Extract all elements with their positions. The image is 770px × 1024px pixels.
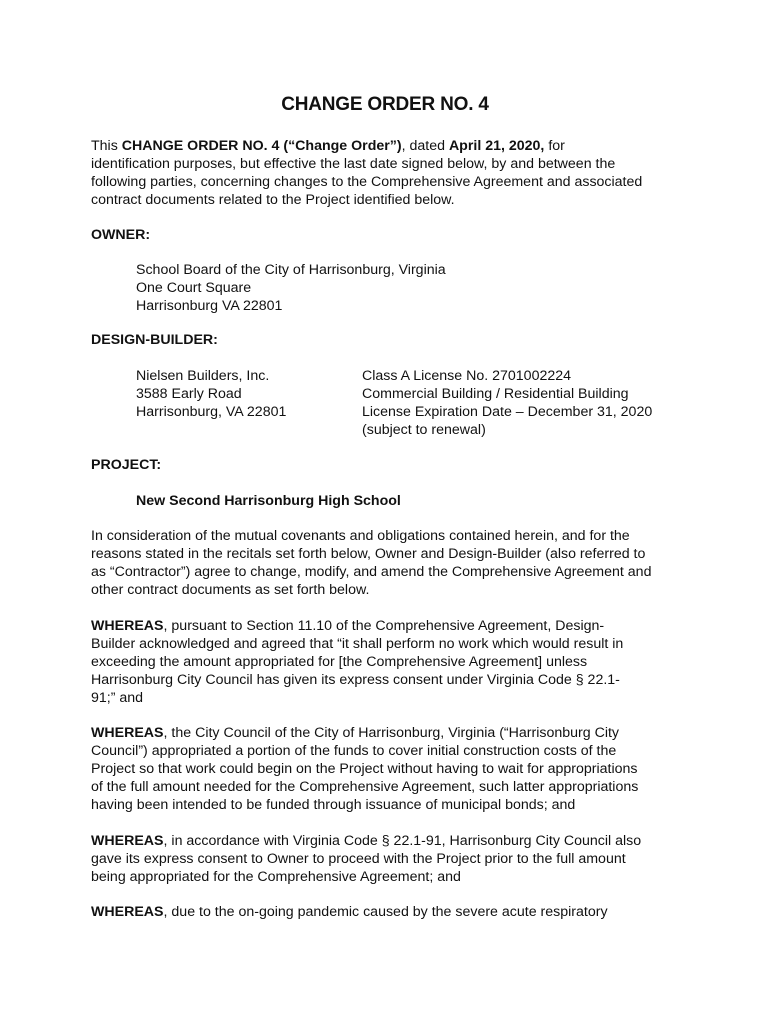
whereas-line: Council”) appropriated a portion of the funds to cover initial construction costs of the — [91, 743, 617, 759]
license-line: Commercial Building / Residential Building — [362, 386, 629, 402]
whereas-line: Project so that work could begin on the Project without having to wait for appropriations — [91, 761, 638, 777]
consideration-paragraph — [91, 527, 683, 599]
design-builder-license — [362, 367, 652, 439]
whereas-line: 91;” and — [91, 690, 144, 706]
change-order-name: CHANGE ORDER NO. 4 (“Change Order”) — [121, 138, 402, 154]
license-line: Class A License No. 2701002224 — [362, 368, 572, 384]
whereas-line: of the full amount needed for the Comprehensive Agreement, such latter appropriations — [91, 779, 639, 795]
owner-line: Harrisonburg VA 22801 — [136, 298, 283, 314]
whereas-label: WHEREAS — [91, 618, 164, 634]
intro-line-1: This CHANGE ORDER NO. 4 (“Change Order”), dated April 21, 2020, for — [91, 138, 565, 154]
owner-line: One Court Square — [136, 280, 252, 296]
whereas-paragraph-3: WHEREAS, in accordance with Virginia Code § 22.1-91, Harrisonburg City Council also gave its express consent to Owner to proceed with the Project prior to the full amount being appropriated for the Comprehensive Agreement; and — [91, 832, 683, 886]
license-line: (subject to renewal) — [362, 422, 486, 438]
whereas-line: Builder acknowledged and agreed that “it shall perform no work which would result in — [91, 636, 624, 652]
whereas-label: WHEREAS — [91, 833, 164, 849]
intro-line-2: identification purposes, but effective the last date signed below, by and between the — [91, 156, 616, 172]
whereas-label: WHEREAS — [91, 725, 164, 741]
license-line: License Expiration Date – December 31, 2020 — [362, 404, 653, 420]
whereas-paragraph-4: WHEREAS, due to the on-going pandemic caused by the severe acute respiratory — [91, 904, 608, 920]
consideration-line: In consideration of the mutual covenants and obligations contained herein, and for the — [91, 528, 630, 544]
design-builder-line: Harrisonburg, VA 22801 — [136, 404, 287, 420]
whereas-line: being appropriated for the Comprehensive Agreement; and — [91, 869, 461, 885]
project-heading: PROJECT: — [91, 457, 162, 473]
whereas-line: having been intended to be funded through issuance of municipal bonds; and — [91, 797, 576, 813]
owner-address — [136, 261, 446, 315]
whereas-label: WHEREAS — [91, 904, 164, 920]
change-order-date: April 21, 2020, — [448, 138, 545, 154]
design-builder-address — [136, 367, 286, 421]
owner-heading: OWNER: — [91, 227, 151, 243]
design-builder-line: 3588 Early Road — [136, 386, 242, 402]
whereas-paragraph-1: WHEREAS, pursuant to Section 11.10 of the Comprehensive Agreement, Design- Builder acknowledged and agreed that “it shall perform no work which would result in exceeding the amount appropriated for [the Comprehensive Agreement] unless Harrisonburg City Council has given its express consent under Virginia Code § 22.1- 91;” and — [91, 617, 683, 707]
whereas-line: gave its express consent to Owner to proceed with the Project prior to the full amount — [91, 851, 626, 867]
consideration-line: other contract documents as set forth below. — [91, 582, 370, 598]
project-name: New Second Harrisonburg High School — [136, 493, 401, 509]
consideration-line: as “Contractor”) agree to change, modify, and amend the Comprehensive Agreement and — [91, 564, 652, 580]
whereas-paragraph-2: WHEREAS, the City Council of the City of Harrisonburg, Virginia (“Harrisonburg City Council”) appropriated a portion of the funds to cover initial construction costs of the Project so that work could begin on the Project without having to wait for appropriations of the full amount needed for the Comprehensive Agreement, such latter appropriations having been intended to be funded through issuance of municipal bonds; and — [91, 724, 683, 814]
consideration-line: reasons stated in the recitals set forth below, Owner and Design-Builder (also referred to — [91, 546, 646, 562]
intro-paragraph — [91, 137, 683, 209]
design-builder-heading: DESIGN-BUILDER: — [91, 332, 218, 348]
design-builder-line: Nielsen Builders, Inc. — [136, 368, 270, 384]
intro-line-3: following parties, concerning changes to the Comprehensive Agreement and associated — [91, 174, 643, 190]
owner-line: School Board of the City of Harrisonburg, Virginia — [136, 262, 446, 278]
intro-line-4: contract documents related to the Project identified below. — [91, 192, 455, 208]
whereas-line: exceeding the amount appropriated for [the Comprehensive Agreement] unless — [91, 654, 588, 670]
whereas-line: Harrisonburg City Council has given its express consent under Virginia Code § 22.1- — [91, 672, 620, 688]
document-title: CHANGE ORDER NO. 4 — [281, 94, 489, 115]
